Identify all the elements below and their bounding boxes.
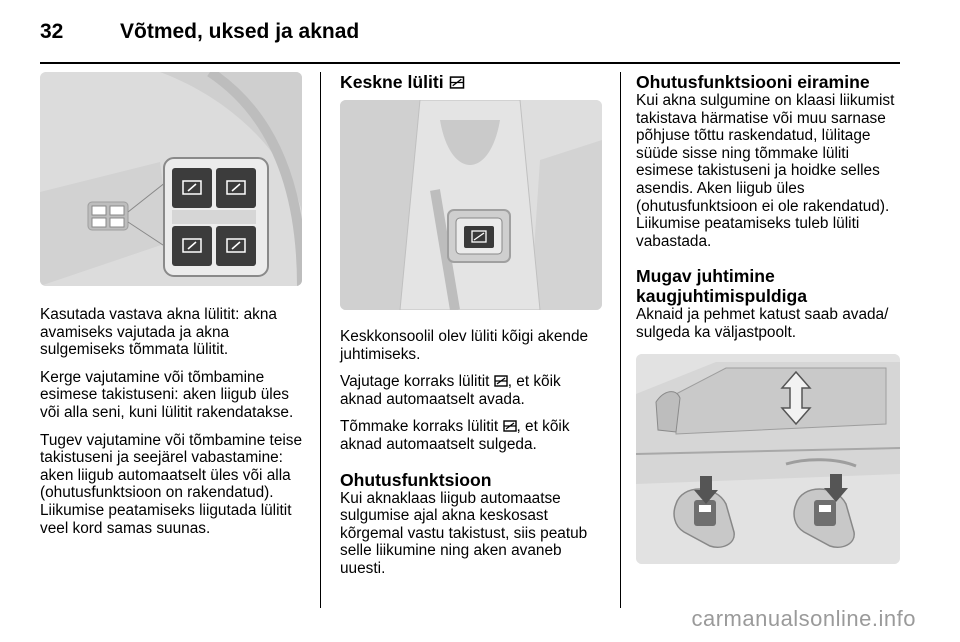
col3-paragraph-2: Aknaid ja pehmet katust saab avada/ sulgeda ka väljastpoolt. xyxy=(636,306,889,341)
center-console-drawing xyxy=(340,100,602,310)
col2-paragraph-3-end: , et kõik aknad automaatselt sulgeda. xyxy=(340,418,570,453)
col1-paragraph-1: Kasutada vastava akna lülitit: akna avamiseks vajutada ja akna sulgemiseks tõmmata lülitit. xyxy=(40,306,277,359)
remote-heading-line-2: kaugjuhtimispuldiga xyxy=(636,286,808,307)
column-divider-2 xyxy=(620,72,621,608)
col2-paragraph-1: Keskkonsoolil olev lüliti kõigi akende juhtimiseks. xyxy=(340,328,589,363)
col3-paragraph-1: Kui akna sulgumine on klaasi liikumist takistava härmatise või muu sarnase põhjuse tõttu raskendatud, lülitage süüde sisse ning tõmmake lüliti esimese takistuseni ja hoidke selles asendis. Aken liigub üles (ohutusfunktsioon ei ole rakendatud). Liikumise peatamiseks tuleb lüliti vabastada. xyxy=(636,92,895,250)
section-heading-override: Ohutusfunktsiooni eiramine xyxy=(636,72,870,92)
section-heading-central-switch xyxy=(340,72,606,92)
col2-paragraph-2 xyxy=(340,373,606,408)
remote-key-drawing xyxy=(636,354,900,564)
page-header xyxy=(40,14,359,50)
col2-paragraph-3-start: Tõmmake korraks lülitit xyxy=(340,418,499,436)
door-panel-drawing xyxy=(40,72,302,286)
remote-heading-line-1: Mugav juhtimine xyxy=(636,266,775,287)
center-console-illustration xyxy=(340,100,602,310)
central-window-switch-icon xyxy=(449,76,465,89)
column-1 xyxy=(40,72,308,547)
col1-paragraph-3: Tugev vajutamine või tõmbamine teise takistuseni ja seejärel vabastamine: aken liigub automaatselt üles või alla (ohutusfunktsioon on rakendatud). Liikumise peatamiseks liigutada lülitit veel kord samas suunas. xyxy=(40,431,303,537)
col1-paragraph-2: Kerge vajutamine või tõmbamine esimese takistuseni: aken liigub üles või alla seni, kuni lülitit rakendatakse. xyxy=(40,368,294,421)
col2-paragraph-2-end: , et kõik aknad automaatselt avada. xyxy=(340,373,561,408)
col2-paragraph-4: Kui aknaklaas liigub automaatse sulgumise ajal akna keskosast kõrgemal vastu takistust, siis peatub selle liikumine ning aken avaneb uuesti. xyxy=(340,489,588,577)
column-divider-1 xyxy=(320,72,321,608)
section-heading-safety: Ohutusfunktsioon xyxy=(340,469,492,490)
section-heading-remote xyxy=(636,266,908,306)
page-number: 32 xyxy=(40,20,64,43)
column-2 xyxy=(340,72,606,588)
remote-key-illustration xyxy=(636,354,900,564)
central-window-switch-icon xyxy=(494,375,508,387)
column-3 xyxy=(636,72,908,564)
central-window-switch-icon xyxy=(503,420,517,432)
central-switch-heading-text: Keskne lüliti xyxy=(340,72,444,92)
page-title: Võtmed, uksed ja aknad xyxy=(120,20,360,43)
col2-paragraph-2-start: Vajutage korraks lülitit xyxy=(340,373,490,391)
watermark: carmanualsonline.info xyxy=(691,606,916,631)
col2-paragraph-3 xyxy=(340,418,606,453)
door-window-switch-illustration xyxy=(40,72,302,286)
header-rule xyxy=(40,62,900,64)
